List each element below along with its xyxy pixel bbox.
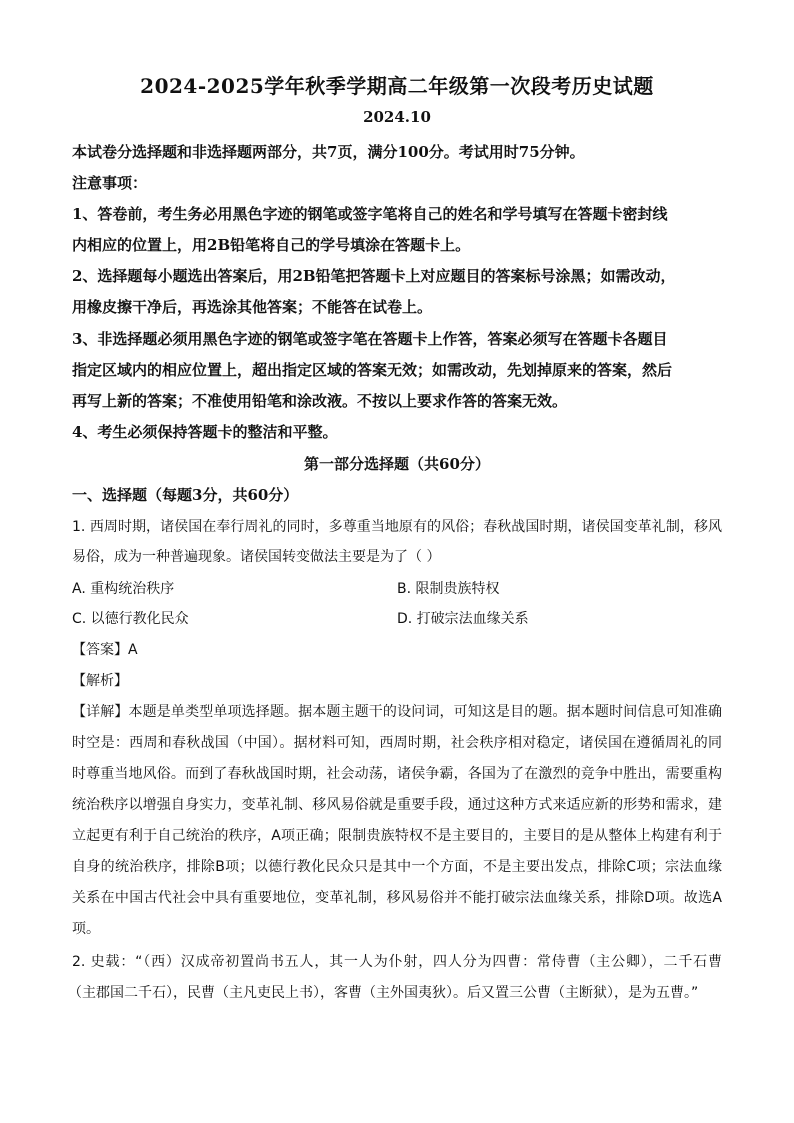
notice-line: 内相应的位置上，用2B铅笔将自己的学号填涂在答题卡上。 bbox=[72, 236, 471, 254]
exam-intro: 本试卷分选择题和非选择题两部分，共7页，满分100分。考试用时75分钟。 bbox=[72, 143, 585, 161]
exam-title: 2024-2025学年秋季学期高二年级第一次段考历史试题 bbox=[140, 74, 654, 98]
q2-stem: （主郡国二千石），民曹（主凡吏民上书），客曹（主外国夷狄）。后又置三公曹（主断狱），是为五曹。” bbox=[68, 985, 699, 1001]
notice-line: 用橡皮擦干净后，再选涂其他答案；不能答在试卷上。 bbox=[72, 298, 433, 316]
notice-heading: 注意事项： bbox=[72, 174, 148, 192]
q1-analysis-line: 【详解】本题是单类型单项选择题。据本题主题干的设问词，可知这是目的题。据本题时间信息可知准确 bbox=[72, 704, 722, 720]
notice-line: 指定区域内的相应位置上，超出指定区域的答案无效；如需改动，先划掉原来的答案，然后 bbox=[72, 361, 673, 379]
q1-analysis-line: 时尊重当地风俗。而到了春秋战国时期，社会动荡，诸侯争霸，各国为了在激烈的竞争中胜出，需要重构 bbox=[72, 766, 722, 782]
q1-analysis-line: 关系在中国古代社会中具有重要地位，变革礼制，移风易俗并不能打破宗法血缘关系，排除D项。故选A bbox=[72, 890, 722, 906]
q1-analysis-line: 时空是：西周和春秋战国（中国）。据材料可知，西周时期，社会秩序相对稳定，诸侯国在遵循周礼的同 bbox=[72, 735, 722, 751]
q1-analysis-line: 立起更有利于自己统治的秩序，A项正确；限制贵族特权不是主要目的，主要目的是从整体上构建有利于 bbox=[72, 828, 722, 844]
q1-answer: 【答案】A bbox=[72, 642, 138, 658]
notice-line: 1、答卷前，考生务必用黑色字迹的钢笔或签字笔将自己的姓名和学号填写在答题卡密封线 bbox=[72, 205, 668, 223]
part1-title: 第一部分选择题（共60分） bbox=[304, 455, 490, 473]
notice-line: 3、非选择题必须用黑色字迹的钢笔或签字笔在答题卡上作答，答案必须写在答题卡各题目 bbox=[72, 330, 668, 348]
q1-stem: 1. 西周时期，诸侯国在奉行周礼的同时，多尊重当地原有的风俗；春秋战国时期，诸侯国变革礼制，移风 bbox=[72, 519, 722, 535]
section-heading: 一、选择题（每题3分，共60分） bbox=[72, 486, 299, 504]
notice-line: 2、选择题每小题选出答案后，用2B铅笔把答题卡上对应题目的答案标号涂黑；如需改动， bbox=[72, 267, 676, 285]
q1-option-a: A. 重构统治秩序 bbox=[72, 581, 175, 597]
q1-analysis-label: 【解析】 bbox=[72, 673, 128, 689]
q1-analysis-line: 项。 bbox=[72, 921, 100, 937]
notice-line: 再写上新的答案；不准使用铅笔和涂改液。不按以上要求作答的答案无效。 bbox=[72, 392, 568, 410]
q1-option-c: C. 以德行教化民众 bbox=[72, 611, 189, 627]
q1-stem: 易俗，成为一种普遍现象。诸侯国转变做法主要是为了（ ） bbox=[72, 549, 441, 565]
q2-stem: 2. 史载：“（西）汉成帝初置尚书五人，其一人为仆射，四人分为四曹：常侍曹（主公卿），二千石曹 bbox=[72, 954, 722, 970]
q1-analysis-line: 自身的统治秩序，排除B项；以德行教化民众只是其中一个方面，不是主要出发点，排除C项；宗法血缘 bbox=[72, 859, 722, 875]
q1-analysis-line: 统治秩序以增强自身实力，变革礼制、移风易俗就是重要手段，通过这种方式来适应新的形势和需求，建 bbox=[72, 797, 722, 813]
exam-date: 2024.10 bbox=[363, 108, 431, 126]
notice-line: 4、考生必须保持答题卡的整洁和平整。 bbox=[72, 423, 338, 441]
q1-option-b: B. 限制贵族特权 bbox=[397, 581, 500, 597]
q1-option-d: D. 打破宗法血缘关系 bbox=[397, 611, 529, 627]
